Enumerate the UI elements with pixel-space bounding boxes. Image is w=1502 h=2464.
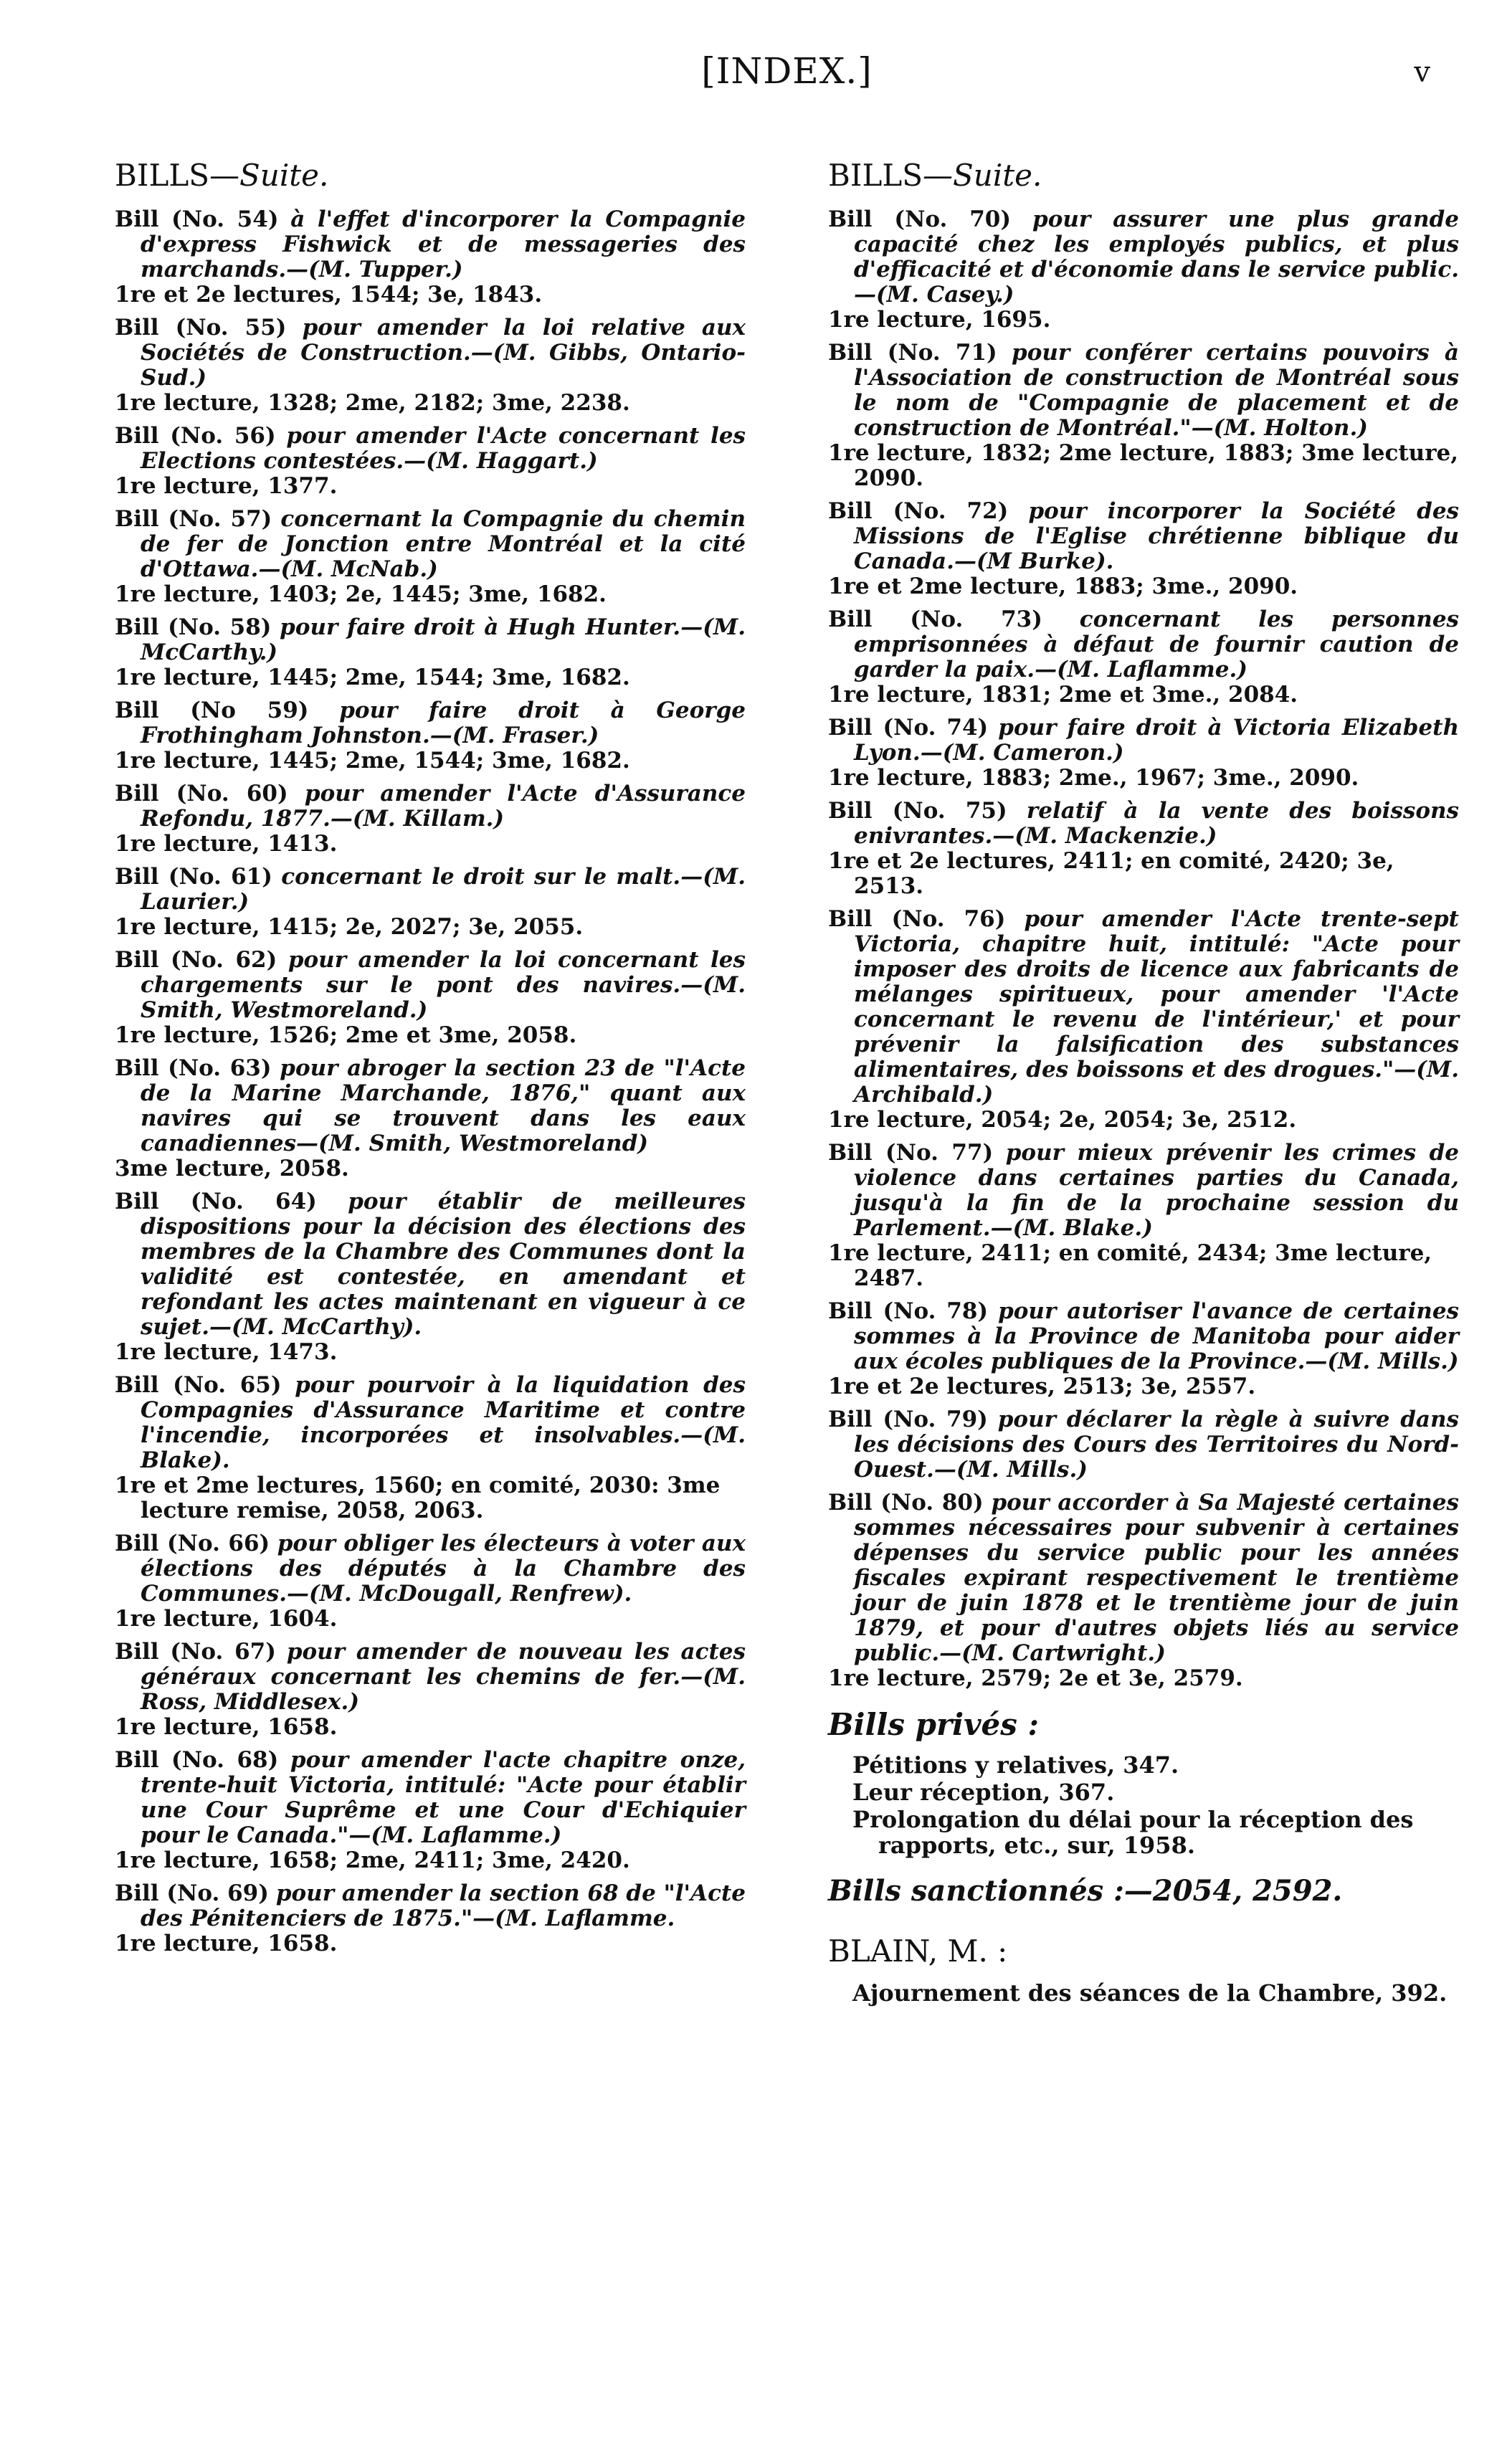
bill-title [115,507,746,582]
bill-title [115,698,746,748]
bill-title [828,1141,1459,1241]
bill-entry [828,907,1459,1133]
bill-title [828,907,1459,1108]
bill-readings: 1re et 2me lecture, 1883; 3me., 2090. [828,574,1298,599]
bill-readings: 1re lecture, 1695. [828,307,1051,333]
bill-title [115,1531,746,1607]
bill-number: Bill (No. 60) [115,781,288,807]
bill-entry [115,781,746,857]
bill-number: Bill (No. 76) [828,906,1006,932]
bill-title [115,1881,746,1931]
bill-number: Bill (No. 58) [115,614,272,640]
left-entries [115,207,746,1956]
bill-entry [828,607,1459,708]
bill-entry [828,1490,1459,1691]
bill-entry [828,1141,1459,1291]
bill-readings: 1re lecture, 1526; 2me et 3me, 2058. [115,1022,577,1048]
bill-number: Bill (No. 64) [115,1189,317,1214]
bill-description: concernant le droit sur le malt.—(M. Laurier.) [141,864,746,915]
left-column-heading [115,158,746,193]
bill-description: pour amender l'Acte d'Assurance Refondu, 1877.—(M. Killam.) [141,781,746,832]
bill-description: pour mieux prévenir les crimes de violence dans certaines parties du Canada, jusqu'à la fin de la prochaine session du Parlement.—(M. Blake.) [854,1140,1459,1241]
bill-title [828,341,1459,441]
blain-list [828,1980,1459,2006]
bill-description: pour accorder à Sa Majesté certaines sommes nécessaires pour subvenir à certaines dépenses du service public pour les années fiscales expirant respectivement le trentième jour de juin 1878 et le trentième jour de juin 1879, et pour d'autres objets liés au service public.—(M. Cartwright.) [854,1490,1459,1666]
bill-entry [828,207,1459,333]
bill-readings: 1re et 2e lectures, 2513; 3e, 2557. [828,1374,1256,1399]
bill-title [828,499,1459,574]
bill-number: Bill (No. 75) [828,798,1007,824]
bill-entry [115,865,746,940]
bill-title [115,948,746,1023]
bills-prives-list [828,1752,1459,1858]
bill-number: Bill (No. 56) [115,423,276,449]
right-column [828,115,1459,2007]
bill-title [115,1189,746,1340]
bill-entry [115,1056,746,1181]
bill-title [115,1373,746,1473]
bill-readings: 1re lecture, 1413. [115,831,338,857]
bill-entry [115,1881,746,1956]
bill-entry [828,341,1459,491]
bill-description: pour amender la loi concernant les chargements sur le pont des navires.—(M. Smith, Westmoreland.) [141,947,746,1023]
bill-description: pour faire droit à Victoria Elizabeth Lyon.—(M. Cameron.) [854,715,1459,766]
left-column [115,115,746,2007]
bill-title [828,799,1459,849]
bill-readings: 1re et 2me lectures, 1560; en comité, 2030: 3me lecture remise, 2058, 2063. [115,1473,721,1523]
bill-entry [115,207,746,308]
bill-readings: 1re lecture, 2579; 2e et 3e, 2579. [828,1665,1243,1691]
bill-number: Bill (No. 72) [828,498,1009,524]
bills-prives-item: Pétitions y relatives, 347. [852,1751,1179,1779]
bill-title [115,1056,746,1156]
bill-number: Bill (No. 63) [115,1055,272,1081]
bill-description: relatif à la vente des boissons enivrantes.—(M. Mackenzie.) [854,798,1459,849]
bill-readings: 1re lecture, 1604. [115,1606,338,1632]
blain-item: Ajournement des séances de la Chambre, 392. [852,1979,1448,2007]
bill-number: Bill (No. 67) [115,1639,276,1665]
bill-number: Bill (No. 70) [828,206,1012,232]
bill-entry [115,315,746,416]
bill-description: pour amender de nouveau les actes généraux concernant les chemins de fer.—(M. Ross, Middlesex.) [141,1639,746,1715]
bill-entry [115,1373,746,1523]
bill-readings: 1re lecture, 1831; 2me et 3me., 2084. [828,682,1298,708]
bill-number: Bill (No. 79) [828,1407,988,1432]
columns [115,115,1459,2007]
bill-entry [115,1640,746,1740]
bill-description: concernant les personnes emprisonnées à défaut de fournir caution de garder la paix.—(M. Laflamme.) [854,607,1460,682]
right-entries [828,207,1459,1691]
bill-entry [828,715,1459,791]
bill-entry [828,799,1459,899]
bill-entry [828,499,1459,599]
bill-number: Bill (No. 78) [828,1298,989,1324]
page-title: [INDEX.] [701,50,873,92]
bill-number: Bill (No. 62) [115,947,277,973]
bill-number: Bill (No. 69) [115,1880,269,1906]
bill-entry [115,1531,746,1632]
bill-readings: 1re lecture, 1658. [115,1714,338,1740]
right-heading-label: BILLS [828,158,923,193]
bill-readings: 1re lecture, 1883; 2me., 1967; 3me., 2090. [828,765,1359,791]
bill-readings: 1re lecture, 1445; 2me, 1544; 3me, 1682. [115,748,630,774]
bills-prives-item: Prolongation du délai pour la réception des rapports, etc., sur, 1958. [852,1806,1414,1859]
bill-number: Bill (No. 54) [115,206,279,232]
bill-number: Bill (No. 65) [115,1372,282,1398]
bill-title [828,207,1459,308]
bill-number: Bill (No. 77) [828,1140,994,1166]
bill-title [115,207,746,282]
bill-readings: 1re lecture, 1328; 2me, 2182; 3me, 2238. [115,390,630,416]
bill-title [828,1490,1459,1666]
bill-entry [828,1299,1459,1399]
blain-heading: BLAIN, M. : [828,1933,1008,1969]
bill-description: pour faire droit à Hugh Hunter.—(M. McCarthy.) [141,614,746,665]
bill-description: pour amender la section 68 de "l'Acte des Pénitenciers de 1875."—(M. Laflamme. [141,1880,746,1931]
bill-description: pour autoriser l'avance de certaines sommes à la Province de Manitoba pour aider aux écoles publiques de la Province.—(M. Mills.) [854,1298,1459,1374]
bill-number: Bill (No. 71) [828,340,997,366]
bill-title [828,1407,1459,1483]
bill-entry [115,948,746,1048]
bill-entry [115,1189,746,1365]
bill-readings: 3me lecture, 2058. [115,1156,349,1181]
bill-description: à l'effet d'incorporer la Compagnie d'express Fishwick et de messageries des marchands.—(M. Tupper.) [141,206,746,282]
bill-readings: 1re lecture, 1415; 2e, 2027; 3e, 2055. [115,914,584,940]
bill-title [115,615,746,665]
bill-entry [115,1748,746,1873]
bill-entry [115,507,746,607]
bill-description: pour déclarer la règle à suivre dans les décisions des Cours des Territoires du Nord-Ouest.—(M. Mills.) [854,1407,1459,1483]
bill-title [828,1299,1459,1374]
left-heading-label: BILLS [115,158,210,193]
bill-readings: 1re lecture, 1473. [115,1339,338,1365]
bill-description: concernant la Compagnie du chemin de fer de Jonction entre Montréal et la cité d'Ottawa.—(M. McNab.) [141,506,746,582]
right-column-heading [828,158,1459,193]
bill-description: pour incorporer la Société des Missions de l'Eglise chrétienne biblique du Canada.—(M Burke). [854,498,1459,574]
bill-readings: 1re et 2e lectures, 1544; 3e, 1843. [115,282,543,308]
bill-number: Bill (No. 61) [115,864,272,890]
bill-description: pour pourvoir à la liquidation des Compagnies d'Assurance Maritime et contre l'incendie, incorporées et insolvables.—(M. Blake). [141,1372,746,1473]
bill-readings: 1re lecture, 2054; 2e, 2054; 3e, 2512. [828,1107,1297,1133]
page-header [115,29,1459,115]
bill-number: Bill (No. 68) [115,1747,279,1773]
bill-number: Bill (No. 57) [115,506,272,532]
left-heading-suffix: —Suite. [209,158,329,193]
bill-readings: 1re lecture, 1445; 2me, 1544; 3me, 1682. [115,665,630,690]
bill-entry [115,698,746,774]
bills-prives-item: Leur réception, 367. [852,1779,1115,1806]
page-number: v [1414,56,1430,89]
bill-number: Bill (No. 73) [828,607,1042,632]
bill-title [115,865,746,915]
bill-readings: 1re lecture, 2411; en comité, 2434; 3me lecture, 2487. [828,1240,1432,1291]
bill-description: pour amender l'acte chapitre onze, trente-huit Victoria, intitulé: "Acte pour établir une Cour Suprême et une Cour d'Echiquier pour le Canada."—(M. Laflamme.) [141,1747,746,1848]
bill-entry [828,1407,1459,1483]
bill-readings: 1re lecture, 1658. [115,1931,338,1956]
bill-description: pour assurer une plus grande capacité chez les employés publics, et plus d'efficacité et d'économie dans le service public.—(M. Casey.) [854,206,1459,308]
bill-description: pour amender l'Acte concernant les Elections contestées.—(M. Haggart.) [141,423,746,474]
bill-title [115,1640,746,1715]
bills-sanctionnes: Bills sanctionnés :—2054, 2592. [828,1874,1343,1908]
bill-description: pour établir de meilleures dispositions pour la décision des élections des membres de la Chambre des Communes dont la validité est contestée, en amendant et refondant les actes maintenant en vigueur à ce sujet.—(M. McCarthy). [141,1189,746,1340]
bill-readings: 1re lecture, 1658; 2me, 2411; 3me, 2420. [115,1847,630,1873]
bill-title [828,607,1459,682]
bill-readings: 1re et 2e lectures, 2411; en comité, 2420; 3e, 2513. [828,848,1394,899]
bill-entry [115,424,746,499]
bill-number: Bill (No. 66) [115,1531,270,1556]
bill-readings: 1re lecture, 1377. [115,473,338,499]
bill-number: Bill (No. 80) [828,1490,984,1516]
bill-readings: 1re lecture, 1832; 2me lecture, 1883; 3me lecture, 2090. [828,440,1459,491]
bill-description: pour faire droit à George Frothingham Johnston.—(M. Fraser.) [141,698,746,748]
bills-prives-heading: Bills privés : [828,1707,1039,1742]
bill-description: pour amender l'Acte trente-sept Victoria, chapitre huit, intitulé: "Acte pour imposer des droits de licence aux fabricants de mélanges spiritueux, pour amender 'l'Acte concernant le revenu de l'intérieur,' et pour prévenir la falsification des substances alimentaires, des boissons et des drogues."—(M. Archibald.) [854,906,1459,1108]
bill-description: pour conférer certains pouvoirs à l'Association de construction de Montréal sous le nom de "Compagnie de placement et de construction de Montréal."—(M. Holton.) [854,340,1460,441]
bill-number: Bill (No 59) [115,698,309,723]
bill-title [828,715,1459,766]
bill-title [115,424,746,474]
bill-title [115,1748,746,1848]
bill-title [115,315,746,391]
right-heading-suffix: —Suite. [923,158,1042,193]
bill-description: pour obliger les électeurs à voter aux élections des députés à la Chambre des Communes.—(M. McDougall, Renfrew). [141,1531,746,1607]
bill-title [115,781,746,832]
bill-number: Bill (No. 74) [828,715,989,741]
bill-readings: 1re lecture, 1403; 2e, 1445; 3me, 1682. [115,581,607,607]
bill-description: pour abroger la section 23 de "l'Acte de la Marine Marchande, 1876," quant aux navires qui se trouvent dans les eaux canadiennes—(M. Smith, Westmoreland) [141,1055,746,1156]
bill-entry [115,615,746,690]
bill-number: Bill (No. 55) [115,315,287,341]
bill-description: pour amender la loi relative aux Sociétés de Construction.—(M. Gibbs, Ontario-Sud.) [141,315,746,391]
